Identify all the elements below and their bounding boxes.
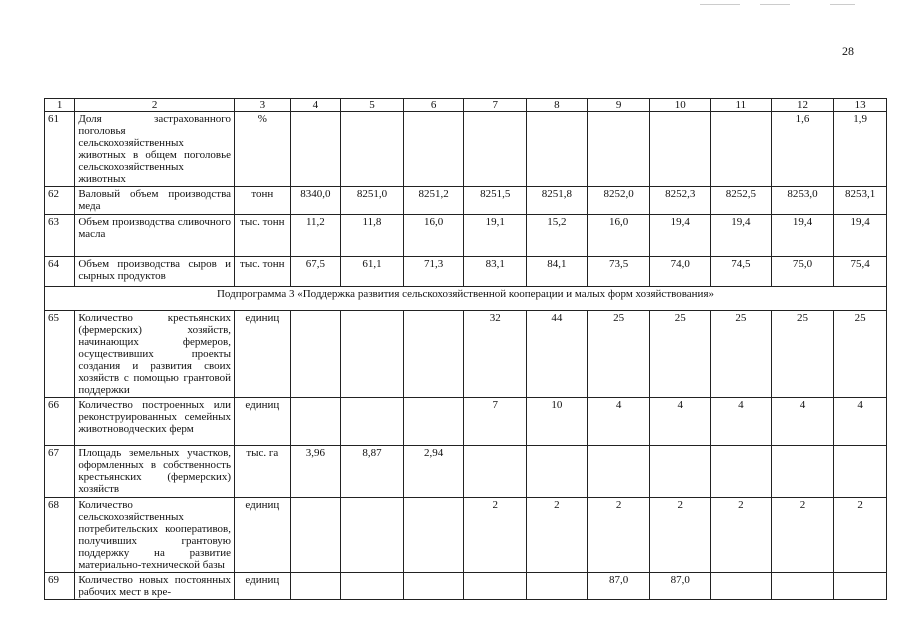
column-number: 7 xyxy=(464,99,527,112)
value-cell: 73,5 xyxy=(587,257,650,287)
value-cell: 2 xyxy=(650,498,711,573)
indicator-name: Количество построенных или реконструированных семейных животноводческих ферм xyxy=(75,398,235,446)
indicators-table xyxy=(44,98,887,600)
column-number: 9 xyxy=(587,99,650,112)
value-cell xyxy=(290,573,341,600)
value-cell xyxy=(527,112,588,187)
value-cell: 8253,1 xyxy=(834,187,887,215)
subprogram-row xyxy=(45,287,887,311)
row-number: 64 xyxy=(45,257,75,287)
value-cell: 15,2 xyxy=(527,215,588,257)
table-row xyxy=(45,215,887,257)
value-cell xyxy=(290,398,341,446)
value-cell xyxy=(464,112,527,187)
column-number: 6 xyxy=(403,99,464,112)
value-cell: 2,94 xyxy=(403,446,464,498)
indicator-name: Доля застрахованного поголовья сельскохозяйственных животных в общем поголовье сельскохозяйственных животных xyxy=(75,112,235,187)
value-cell xyxy=(587,112,650,187)
value-cell xyxy=(341,498,404,573)
value-cell: 2 xyxy=(464,498,527,573)
value-cell: 8252,3 xyxy=(650,187,711,215)
unit-cell: тыс. тонн xyxy=(235,257,291,287)
value-cell: 11,8 xyxy=(341,215,404,257)
value-cell: 8340,0 xyxy=(290,187,341,215)
value-cell xyxy=(711,573,772,600)
value-cell: 75,4 xyxy=(834,257,887,287)
value-cell: 67,5 xyxy=(290,257,341,287)
value-cell: 8251,5 xyxy=(464,187,527,215)
row-number: 69 xyxy=(45,573,75,600)
value-cell xyxy=(771,446,834,498)
row-number: 66 xyxy=(45,398,75,446)
column-number: 13 xyxy=(834,99,887,112)
scan-artifact xyxy=(830,4,855,5)
value-cell: 1,6 xyxy=(771,112,834,187)
column-number: 11 xyxy=(711,99,772,112)
unit-cell: единиц xyxy=(235,573,291,600)
value-cell: 25 xyxy=(771,311,834,398)
value-cell: 11,2 xyxy=(290,215,341,257)
row-number: 68 xyxy=(45,498,75,573)
row-number: 67 xyxy=(45,446,75,498)
value-cell: 75,0 xyxy=(771,257,834,287)
indicator-name: Объем производства сыров и сырных продуктов xyxy=(75,257,235,287)
value-cell: 61,1 xyxy=(341,257,404,287)
table-row xyxy=(45,498,887,573)
table-row xyxy=(45,398,887,446)
value-cell: 4 xyxy=(711,398,772,446)
value-cell xyxy=(650,446,711,498)
unit-cell: единиц xyxy=(235,498,291,573)
value-cell xyxy=(464,573,527,600)
row-number: 62 xyxy=(45,187,75,215)
value-cell: 32 xyxy=(464,311,527,398)
value-cell xyxy=(403,311,464,398)
value-cell: 8253,0 xyxy=(771,187,834,215)
unit-cell: тонн xyxy=(235,187,291,215)
table-row xyxy=(45,112,887,187)
value-cell: 19,1 xyxy=(464,215,527,257)
table-row xyxy=(45,257,887,287)
unit-cell: единиц xyxy=(235,398,291,446)
indicator-name: Объем производства сливочного масла xyxy=(75,215,235,257)
table-row xyxy=(45,187,887,215)
value-cell: 4 xyxy=(650,398,711,446)
value-cell xyxy=(403,398,464,446)
value-cell xyxy=(711,446,772,498)
column-number: 2 xyxy=(75,99,235,112)
value-cell: 25 xyxy=(834,311,887,398)
value-cell xyxy=(290,498,341,573)
value-cell: 19,4 xyxy=(711,215,772,257)
value-cell: 74,0 xyxy=(650,257,711,287)
indicator-name: Площадь земельных участков, оформленных в собственность крестьянских (фермерских) хозяйств xyxy=(75,446,235,498)
unit-cell: тыс. тонн xyxy=(235,215,291,257)
value-cell: 16,0 xyxy=(403,215,464,257)
value-cell xyxy=(403,112,464,187)
value-cell: 83,1 xyxy=(464,257,527,287)
value-cell: 19,4 xyxy=(834,215,887,257)
scan-artifact xyxy=(760,4,790,5)
value-cell: 4 xyxy=(587,398,650,446)
value-cell: 84,1 xyxy=(527,257,588,287)
unit-cell: тыс. га xyxy=(235,446,291,498)
value-cell xyxy=(341,398,404,446)
value-cell: 19,4 xyxy=(771,215,834,257)
table-row xyxy=(45,446,887,498)
value-cell: 8,87 xyxy=(341,446,404,498)
column-number: 1 xyxy=(45,99,75,112)
subprogram-title: Подпрограмма 3 «Поддержка развития сельскохозяйственной кооперации и малых форм хозяйствования» xyxy=(45,287,887,311)
column-number: 4 xyxy=(290,99,341,112)
value-cell: 4 xyxy=(834,398,887,446)
value-cell: 25 xyxy=(711,311,772,398)
value-cell: 8251,2 xyxy=(403,187,464,215)
value-cell: 1,9 xyxy=(834,112,887,187)
value-cell: 16,0 xyxy=(587,215,650,257)
table-row xyxy=(45,311,887,398)
column-number: 8 xyxy=(527,99,588,112)
value-cell: 25 xyxy=(587,311,650,398)
unit-cell: % xyxy=(235,112,291,187)
value-cell: 87,0 xyxy=(650,573,711,600)
value-cell xyxy=(527,446,588,498)
value-cell xyxy=(290,112,341,187)
value-cell: 2 xyxy=(587,498,650,573)
value-cell: 71,3 xyxy=(403,257,464,287)
value-cell: 8252,5 xyxy=(711,187,772,215)
value-cell: 2 xyxy=(834,498,887,573)
value-cell: 2 xyxy=(771,498,834,573)
value-cell: 74,5 xyxy=(711,257,772,287)
value-cell xyxy=(290,311,341,398)
column-number: 10 xyxy=(650,99,711,112)
value-cell xyxy=(341,112,404,187)
value-cell xyxy=(834,573,887,600)
value-cell: 4 xyxy=(771,398,834,446)
table-row xyxy=(45,573,887,600)
value-cell: 8252,0 xyxy=(587,187,650,215)
value-cell xyxy=(771,573,834,600)
value-cell xyxy=(587,446,650,498)
value-cell xyxy=(834,446,887,498)
value-cell xyxy=(341,311,404,398)
indicator-name: Количество крестьянских (фермерских) хозяйств, начинающих фермеров, осуществивших проекты создания и развития своих хозяйств с помощью грантовой поддержки xyxy=(75,311,235,398)
indicator-name: Количество сельскохозяйственных потребительских кооперативов, получивших грантовую поддержку на развитие материально-технической базы xyxy=(75,498,235,573)
indicator-name: Количество новых постоянных рабочих мест в кре- xyxy=(75,573,235,600)
value-cell: 8251,8 xyxy=(527,187,588,215)
row-number: 63 xyxy=(45,215,75,257)
value-cell: 19,4 xyxy=(650,215,711,257)
value-cell: 7 xyxy=(464,398,527,446)
row-number: 65 xyxy=(45,311,75,398)
unit-cell: единиц xyxy=(235,311,291,398)
page-number: 28 xyxy=(842,44,854,58)
value-cell xyxy=(341,573,404,600)
value-cell: 25 xyxy=(650,311,711,398)
value-cell xyxy=(650,112,711,187)
value-cell xyxy=(464,446,527,498)
row-number: 61 xyxy=(45,112,75,187)
value-cell xyxy=(527,573,588,600)
value-cell: 44 xyxy=(527,311,588,398)
value-cell xyxy=(403,498,464,573)
value-cell xyxy=(403,573,464,600)
table-header-row xyxy=(45,99,887,112)
value-cell: 2 xyxy=(711,498,772,573)
scan-artifact xyxy=(700,4,740,5)
column-number: 12 xyxy=(771,99,834,112)
column-number: 5 xyxy=(341,99,404,112)
value-cell: 2 xyxy=(527,498,588,573)
value-cell: 8251,0 xyxy=(341,187,404,215)
column-number: 3 xyxy=(235,99,291,112)
value-cell: 10 xyxy=(527,398,588,446)
indicator-name: Валовый объем производства меда xyxy=(75,187,235,215)
value-cell: 87,0 xyxy=(587,573,650,600)
value-cell xyxy=(711,112,772,187)
value-cell: 3,96 xyxy=(290,446,341,498)
